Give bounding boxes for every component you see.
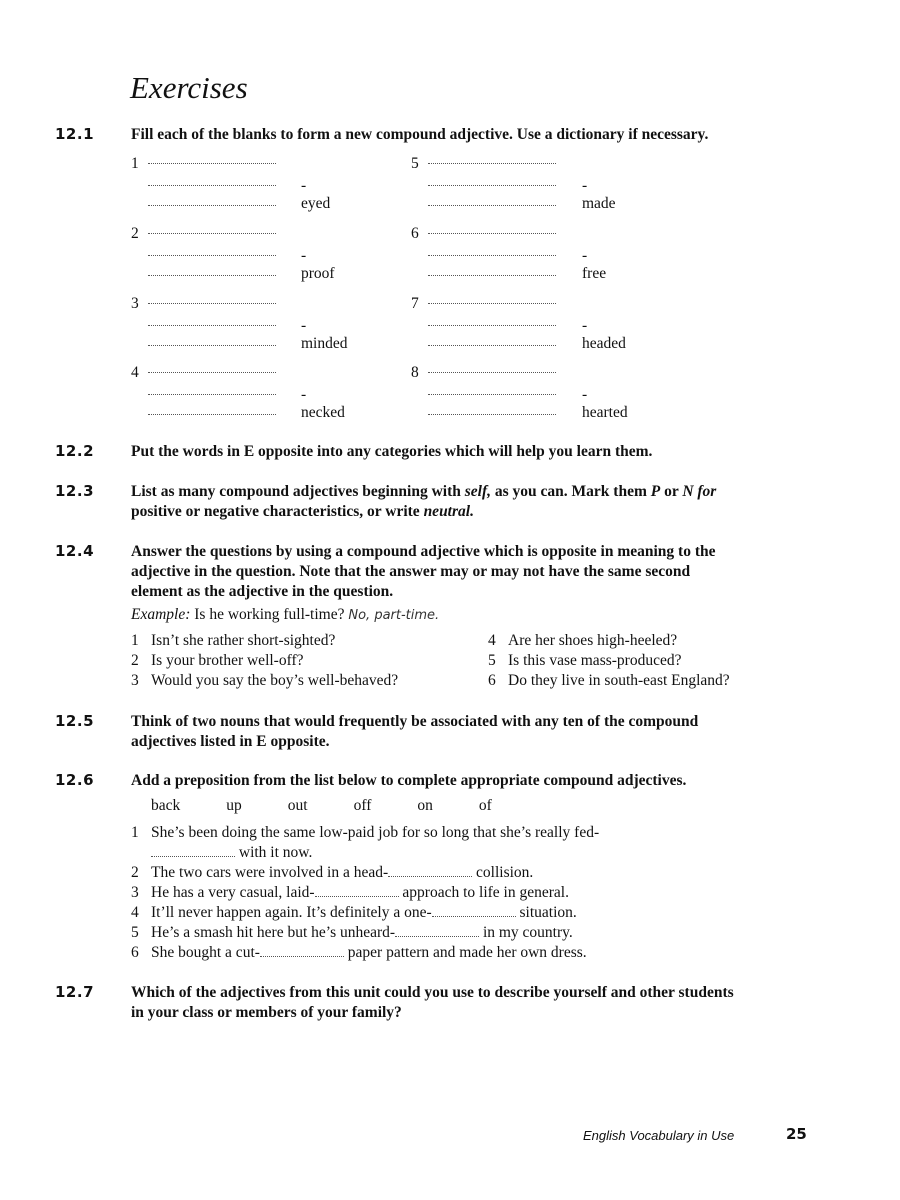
instruction-emphasis: P bbox=[650, 483, 661, 500]
blank-line[interactable] bbox=[148, 301, 276, 304]
question-item bbox=[488, 671, 730, 691]
exercise-instruction bbox=[131, 983, 811, 1023]
answer-blank[interactable] bbox=[260, 944, 344, 957]
sentence-text: with it now. bbox=[235, 844, 313, 861]
exercise-instruction: Put the words in E opposite into any categories which will help you learn them. bbox=[131, 443, 653, 460]
item-number: 1 bbox=[131, 155, 139, 172]
suffix: - made bbox=[582, 177, 616, 212]
question-item bbox=[488, 631, 730, 651]
word-option: back bbox=[151, 797, 181, 814]
sentence-text: approach to life in general. bbox=[398, 884, 569, 901]
question-text: Do they live in south-east England? bbox=[508, 672, 730, 689]
sentence-text: He’s a smash hit here but he’s unheard- bbox=[151, 924, 396, 941]
suffix: - minded bbox=[301, 317, 348, 352]
exercise-instruction: Fill each of the blanks to form a new compound adjective. Use a dictionary if necessary. bbox=[131, 126, 709, 143]
instruction-text: or bbox=[660, 483, 683, 500]
question-item bbox=[131, 631, 398, 651]
suffix: - free bbox=[582, 247, 607, 282]
sentence-text: situation. bbox=[515, 904, 577, 921]
question-list-right bbox=[488, 631, 730, 691]
blank-line[interactable] bbox=[148, 323, 276, 326]
word-option: off bbox=[353, 797, 372, 814]
exercise-number: 12.4 bbox=[55, 542, 95, 560]
blank-line[interactable] bbox=[428, 273, 556, 276]
instruction-line: Answer the questions by using a compound adjective which is opposite in meaning to the bbox=[131, 543, 716, 560]
sentence-number: 6 bbox=[131, 944, 139, 961]
blank-line[interactable] bbox=[148, 412, 276, 415]
blank-line[interactable] bbox=[428, 203, 556, 206]
item-number: 8 bbox=[411, 364, 419, 381]
question-item bbox=[488, 651, 730, 671]
exercise-instruction bbox=[131, 712, 811, 752]
instruction-line: adjectives listed in E opposite. bbox=[131, 733, 330, 750]
answer-blank[interactable] bbox=[151, 844, 235, 857]
sentence-text: She’s been doing the same low-paid job for so long that she’s really fed- bbox=[151, 824, 600, 841]
blank-line[interactable] bbox=[148, 273, 276, 276]
blank-line[interactable] bbox=[428, 412, 556, 415]
blank-line[interactable] bbox=[428, 301, 556, 304]
question-number: 1 bbox=[131, 632, 139, 649]
page-number: 25 bbox=[786, 1125, 807, 1143]
answer-blank[interactable] bbox=[388, 864, 472, 877]
instruction-text: as you can. Mark them bbox=[491, 483, 651, 500]
blank-line[interactable] bbox=[148, 253, 276, 256]
question-number: 2 bbox=[131, 652, 139, 669]
sentence-item bbox=[131, 863, 599, 883]
blank-line[interactable] bbox=[428, 161, 556, 164]
question-text: Isn’t she rather short-sighted? bbox=[151, 632, 336, 649]
instruction-emphasis: self, bbox=[464, 483, 491, 500]
word-option: out bbox=[287, 797, 308, 814]
suffix: - hearted bbox=[582, 386, 628, 421]
question-number: 6 bbox=[488, 672, 496, 689]
item-number: 2 bbox=[131, 225, 139, 242]
blank-line[interactable] bbox=[148, 370, 276, 373]
sentence-item-continuation bbox=[131, 843, 599, 863]
sentence-item bbox=[131, 943, 599, 963]
word-option: on bbox=[417, 797, 433, 814]
blank-line[interactable] bbox=[148, 231, 276, 234]
instruction-line: Think of two nouns that would frequently be associated with any ten of the compound bbox=[131, 713, 699, 730]
exercise-number: 12.3 bbox=[55, 482, 95, 500]
sentence-number: 3 bbox=[131, 884, 139, 901]
sentence-text: The two cars were involved in a head- bbox=[151, 864, 389, 881]
example-question: Is he working full-time? bbox=[190, 606, 349, 623]
item-number: 4 bbox=[131, 364, 139, 381]
sentence-number: 4 bbox=[131, 904, 139, 921]
instruction-emphasis: N for bbox=[682, 483, 717, 500]
blank-line[interactable] bbox=[428, 392, 556, 395]
question-text: Are her shoes high-heeled? bbox=[508, 632, 678, 649]
book-title: English Vocabulary in Use bbox=[583, 1128, 735, 1143]
item-number: 3 bbox=[131, 295, 139, 312]
example-label: Example: bbox=[131, 606, 191, 623]
answer-blank[interactable] bbox=[315, 884, 399, 897]
blank-line[interactable] bbox=[428, 231, 556, 234]
instruction-line: Which of the adjectives from this unit could you use to describe yourself and other students bbox=[131, 984, 734, 1001]
blank-line[interactable] bbox=[148, 183, 276, 186]
exercise-instruction bbox=[131, 542, 811, 602]
item-number: 5 bbox=[411, 155, 419, 172]
answer-blank[interactable] bbox=[395, 924, 479, 937]
word-option: up bbox=[226, 797, 242, 814]
word-list bbox=[151, 797, 538, 815]
question-text: Is this vase mass-produced? bbox=[508, 652, 682, 669]
instruction-text: List as many compound adjectives beginning with bbox=[131, 483, 465, 500]
page-title: Exercises bbox=[130, 70, 248, 105]
suffix: - headed bbox=[582, 317, 626, 352]
sentence-list bbox=[131, 823, 599, 963]
blank-line[interactable] bbox=[428, 370, 556, 373]
instruction-line: in your class or members of your family? bbox=[131, 1004, 402, 1021]
suffix: - proof bbox=[301, 247, 335, 282]
question-number: 5 bbox=[488, 652, 496, 669]
instruction-line: element as the adjective in the question. bbox=[131, 583, 394, 600]
sentence-item bbox=[131, 923, 599, 943]
sentence-number: 2 bbox=[131, 864, 139, 881]
word-option: of bbox=[478, 797, 492, 814]
sentence-text: in my country. bbox=[479, 924, 573, 941]
exercise-number: 12.1 bbox=[55, 125, 95, 143]
question-text: Is your brother well-off? bbox=[151, 652, 304, 669]
blank-line[interactable] bbox=[428, 183, 556, 186]
sentence-text: collision. bbox=[472, 864, 534, 881]
example-answer: No, part-time. bbox=[348, 608, 440, 623]
sentence-number: 5 bbox=[131, 924, 139, 941]
exercise-instruction bbox=[131, 482, 811, 522]
example-line bbox=[131, 605, 439, 626]
sentence-text: paper pattern and made her own dress. bbox=[343, 944, 587, 961]
blank-line[interactable] bbox=[148, 203, 276, 206]
instruction-line: adjective in the question. Note that the answer may or may not have the same second bbox=[131, 563, 691, 580]
blank-line[interactable] bbox=[148, 392, 276, 395]
exercise-number: 12.5 bbox=[55, 712, 95, 730]
exercise-instruction: Add a preposition from the list below to complete appropriate compound adjectives. bbox=[131, 772, 687, 789]
question-list-left bbox=[131, 631, 398, 691]
sentence-item bbox=[131, 823, 599, 843]
instruction-text: positive or negative characteristics, or write bbox=[131, 503, 424, 520]
instruction-emphasis: neutral. bbox=[423, 503, 474, 520]
sentence-text: She bought a cut- bbox=[151, 944, 260, 961]
blank-line[interactable] bbox=[148, 343, 276, 346]
blank-line[interactable] bbox=[148, 161, 276, 164]
answer-blank[interactable] bbox=[432, 904, 516, 917]
question-item bbox=[131, 651, 398, 671]
exercise-number: 12.7 bbox=[55, 983, 95, 1001]
item-number: 6 bbox=[411, 225, 419, 242]
question-item bbox=[131, 671, 398, 691]
sentence-item bbox=[131, 883, 599, 903]
blank-line[interactable] bbox=[428, 323, 556, 326]
sentence-item bbox=[131, 903, 599, 923]
sentence-number: 1 bbox=[131, 824, 139, 841]
suffix: - eyed bbox=[301, 177, 331, 212]
question-text: Would you say the boy’s well-behaved? bbox=[151, 672, 399, 689]
suffix: - necked bbox=[301, 386, 345, 421]
question-number: 3 bbox=[131, 672, 139, 689]
sentence-text: He has a very casual, laid- bbox=[151, 884, 315, 901]
item-number: 7 bbox=[411, 295, 419, 312]
sentence-text: It’ll never happen again. It’s definitely a one- bbox=[151, 904, 432, 921]
exercise-number: 12.2 bbox=[55, 442, 95, 460]
blank-line[interactable] bbox=[428, 253, 556, 256]
exercise-number: 12.6 bbox=[55, 771, 95, 789]
blank-line[interactable] bbox=[428, 343, 556, 346]
question-number: 4 bbox=[488, 632, 496, 649]
